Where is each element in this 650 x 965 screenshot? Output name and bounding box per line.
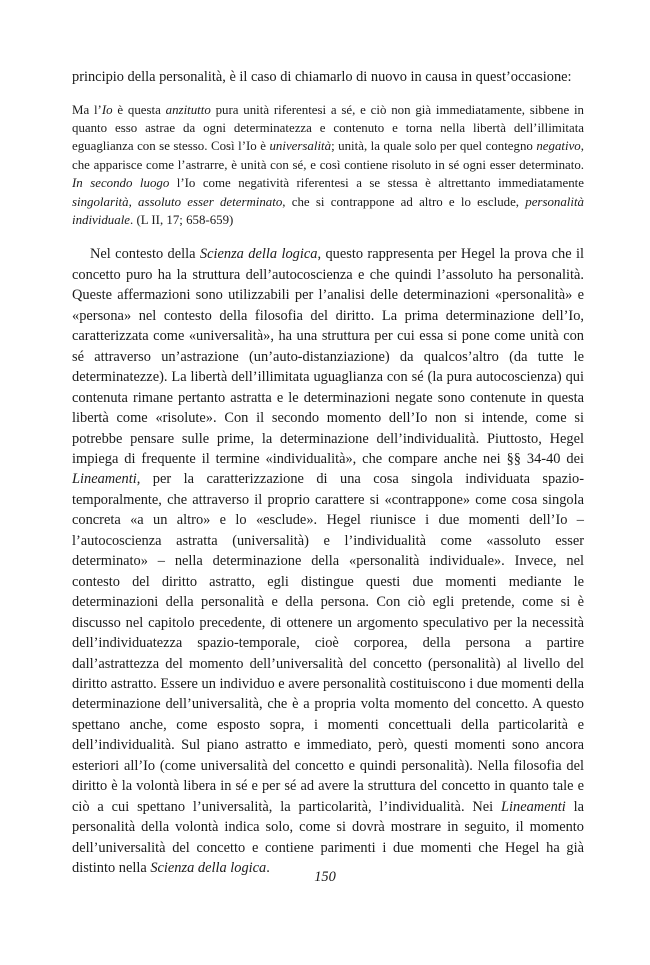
quote-text: ; unità, la quale solo per quel contegno [331,139,537,154]
quote-text: pura unità riferentesi a sé, e ciò non già immediatamente, sibbene in quanto esso astrae da ogni determinatezza e contenuto e torna nella libertà dell’illimitata eguaglianza con se stesso. Così l’Io è [72,102,585,154]
block-quote [72,101,584,230]
body-text: la personalità della volontà indica solo, come si dovrà mostrare in seguito, il momento dell’universalità del concetto e contiene parimenti i due momenti che Hegel ha già distinto nella [72,798,585,877]
quote-emphasis: negativo [536,139,581,154]
quote-citation: . (L II, 17; 658-659) [130,213,234,228]
body-text: Nel contesto della [90,246,200,263]
page-content [72,67,584,878]
quote-emphasis: singolarità, assoluto esser determinato [72,194,283,209]
book-title: Lineamenti [72,471,137,488]
book-title: Scienza della logica [150,860,267,877]
book-title: Scienza della logica [199,246,318,263]
quote-text: , che apparisce come l’astrarre, è unità con sé, e così contiene risoluto in sé ogni esser determinato. [72,139,584,172]
quote-text: , che si contrappone ad altro e lo esclude, [282,194,526,209]
quote-text: Ma l’ [72,102,102,117]
body-paragraph [72,244,584,878]
body-text: , questo rappresenta per Hegel la prova che il concetto puro ha la struttura dell’autocoscienza e che quindi l’assoluto ha personalità. Queste affermazioni sono utilizzabili per l’analisi delle determinazioni «personalità» e «persona» nel contesto della filosofia del diritto. La prima determinazione dell’Io, caratterizzata come «universalità», ha una struttura per cui essa si pone come unità con sé attraverso un’astrazione (un’auto-distanziazione) da qualcos’altro (da tutte le determinatezze). La libertà dell’illimitata uguaglianza con sé (la pura autocoscienza) qui contenuta rimane pertanto astratta e le determinazioni negate sono contenute in questa libertà come «risolute». Con il secondo momento dell’Io non si intende, come si potrebbe pensare sulle prime, la determinazione dell’individualità. Piuttosto, Hegel impiega di frequente il termine «individualità», che compare anche nei §§ 34-40 dei [72,246,585,467]
quote-emphasis: personalità individuale [72,194,584,228]
quote-text: è questa [112,102,166,117]
body-text: . [266,860,270,877]
book-title: Lineamenti [501,798,566,815]
intro-text: principio della personalità, è il caso di chiamarlo di nuovo in causa in quest’occasione: [72,69,572,85]
page-number: 150 [314,869,336,885]
quote-emphasis: Io [101,102,113,117]
quote-text: l’Io come negatività riferentesi a se stessa è altrettanto immediatamente [169,176,584,191]
body-text: , per la caratterizzazione di una cosa singola individuata spazio-temporalmente, che attraverso il proprio carattere si «contrappone» come cosa singola concreta «a un altro» e lo «esclude». Hegel riunisce i due momenti dell’Io – l’autocoscienza astratta (universalità) e l’individualità come «assoluto esser determinato» – nella determinazione della «personalità individuale». Invece, nel contesto del diritto astratto, egli distingue questi due momenti mediante le determinazioni della personalità e della persona. Con ciò egli pretende, come si è discusso nel capitolo precedente, di ottenere un argomento speculativo per la necessità dell’individuatezza spazio-temporale, cioè corporea, della persona a partire dall’astrattezza del momento dell’universalità del concetto (personalità) al livello del diritto astratto. Essere un individuo e avere personalità costituiscono i due momenti della determinazione dell’universalità, che è a propria volta momento del concetto. A questo spettano anche, come esposto sopra, i momenti concettuali della particolarità e dell’individualità. Sul piano astratto e immediato, però, questi momenti sono ancora esteriori all’Io (come universalità del concetto e quindi personalità). Nella filosofia del diritto è la volontà libera in sé e per sé ad avere la struttura del concetto in quanto tale e ciò a cui spettano l’universalità, la particolarità, l’individualità. Nei [72,471,584,815]
quote-emphasis: In secondo luogo [72,176,170,191]
intro-paragraph [72,67,584,88]
quote-emphasis: universalità [269,139,332,154]
quote-emphasis: anzitutto [165,102,211,117]
